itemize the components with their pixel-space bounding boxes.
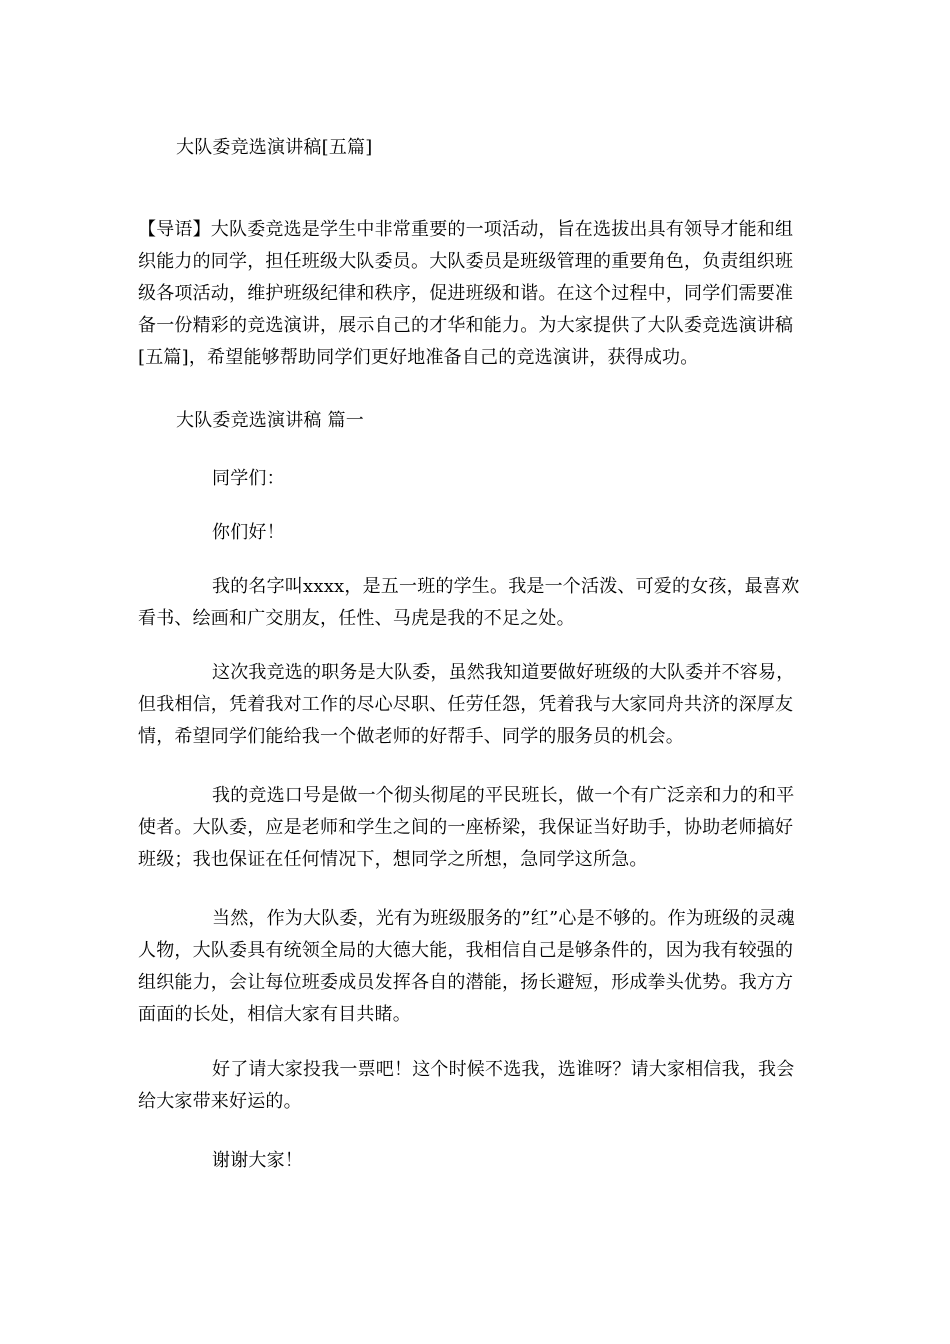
section-heading: 大队委竞选演讲稿 篇一 bbox=[176, 410, 364, 431]
body-paragraph: 当然，作为大队委，光有为班级服务的”红”心是不够的。作为班级的灵魂人物，大队委具有统领全局的大德大能，我相信自己是够条件的，因为我有较强的组织能力，会让每位班委成员发挥各自的潜能，扬长避短，形成拳头优势。我方方面面的长处，相信大家有目共睹。 bbox=[138, 908, 796, 1025]
closing-line: 谢谢大家！ bbox=[212, 1150, 303, 1171]
intro-paragraph: 【导语】大队委竞选是学生中非常重要的一项活动，旨在选拔出具有领导才能和组织能力的同学，担任班级大队委员。大队委员是班级管理的重要角色，负责组织班级各项活动，维护班级纪律和秩序，促进班级和谐。在这个过程中，同学们需要准备一份精彩的竞选演讲，展示自己的才华和能力。为大家提供了大队委竞选演讲稿[五篇]，希望能够帮助同学们更好地准备自己的竞选演讲，获得成功。 bbox=[138, 219, 794, 368]
greeting-line: 同学们： bbox=[212, 468, 285, 489]
body-paragraph: 我的名字叫xxxx，是五一班的学生。我是一个活泼、可爱的女孩，最喜欢看书、绘画和广交朋友，任性、马虎是我的不足之处。 bbox=[138, 576, 800, 629]
document-title: 大队委竞选演讲稿[五篇] bbox=[176, 137, 373, 158]
body-paragraph: 我的竞选口号是做一个彻头彻尾的平民班长，做一个有广泛亲和力的和平使者。大队委，应是老师和学生之间的一座桥梁，我保证当好助手，协助老师搞好班级；我也保证在任何情况下，想同学之所想，急同学这所急。 bbox=[138, 785, 795, 870]
greeting-line: 你们好！ bbox=[212, 522, 285, 543]
body-paragraph: 这次我竞选的职务是大队委，虽然我知道要做好班级的大队委并不容易，但我相信，凭着我对工作的尽心尽职、任劳任怨，凭着我与大家同舟共济的深厚友情，希望同学们能给我一个做老师的好帮手、同学的服务员的机会。 bbox=[138, 662, 795, 747]
body-paragraph: 好了请大家投我一票吧！这个时候不选我，选谁呀？请大家相信我，我会给大家带来好运的。 bbox=[138, 1059, 795, 1112]
